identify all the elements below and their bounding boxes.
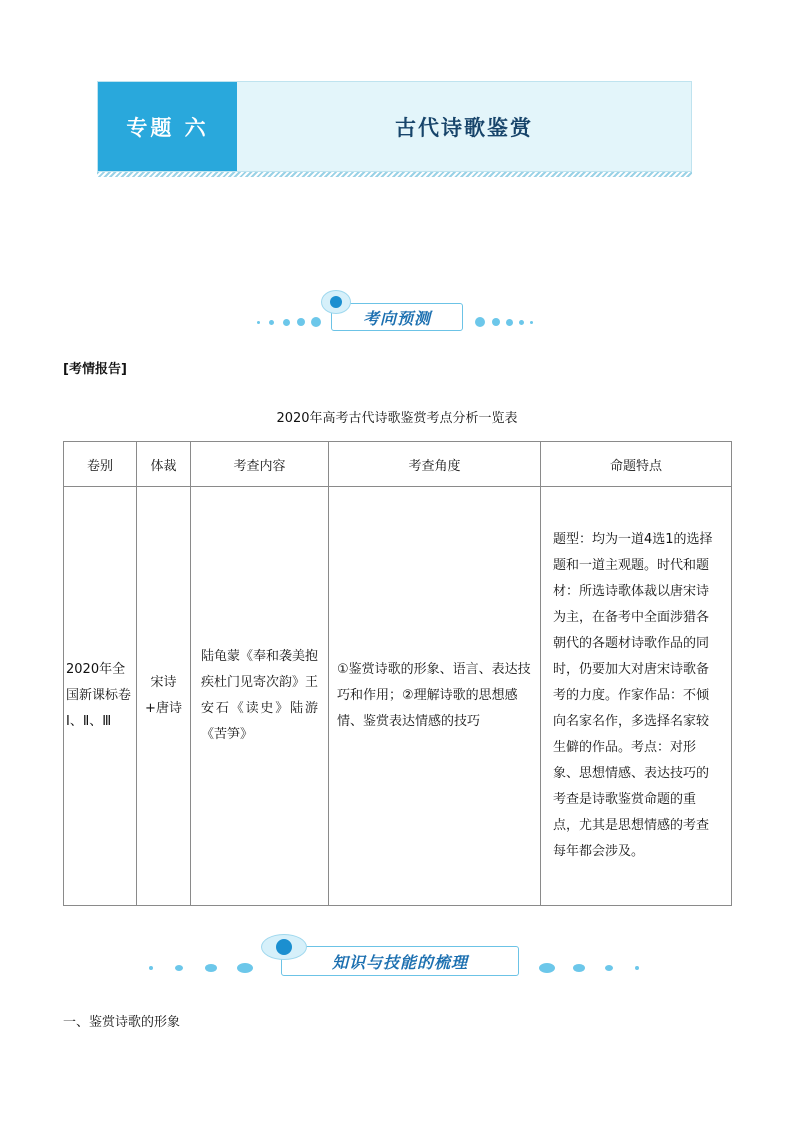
decorative-dot xyxy=(519,320,524,325)
eye-pupil xyxy=(276,939,292,955)
decorative-dot xyxy=(573,964,585,972)
eye-pupil xyxy=(330,296,342,308)
cell-content: 陆龟蒙《奉和袭美抱疾杜门见寄次韵》王安石《读史》陆游《苦笋》 xyxy=(191,487,329,906)
subheading-poem-image: 一、鉴赏诗歌的形象 xyxy=(63,1015,181,1030)
banner-stripe-divider xyxy=(97,172,692,177)
decorative-dot xyxy=(492,318,500,326)
decorative-dot xyxy=(149,966,153,970)
exam-analysis-table xyxy=(63,441,732,906)
decorative-dot xyxy=(297,318,305,326)
topic-title: 古代诗歌鉴赏 xyxy=(395,114,533,140)
decorative-dot xyxy=(506,319,513,326)
table-row xyxy=(64,487,732,906)
cell-angle: ①鉴赏诗歌的形象、语言、表达技巧和作用；②理解诗歌的思想感情、鉴赏表达情感的技巧 xyxy=(329,487,541,906)
cell-features: 题型：均为一道4选1的选择题和一道主观题。时代和题材：所选诗歌体裁以唐宋诗为主，在备考中全面涉猎各朝代的各题材诗歌作品的同时，仍要加大对唐宋诗歌备考的力度。作家作品：不倾向名家名作，多选择名家较生僻的作品。考点：对形象、思想情感、表达技巧的考查是诗歌鉴赏命题的重点，尤其是思想情感的考查每年都会涉及。 xyxy=(541,487,732,906)
eye-icon xyxy=(261,934,307,960)
column-header: 命题特点 xyxy=(541,442,732,487)
section-forecast-title: 考向预测 xyxy=(331,303,463,331)
topic-number: 专题 六 xyxy=(98,82,237,171)
cell-genre: 宋诗+唐诗 xyxy=(137,487,191,906)
decorative-dot xyxy=(205,964,217,972)
section-knowledge-title: 知识与技能的梳理 xyxy=(281,946,519,976)
decorative-dot xyxy=(237,963,253,973)
decorative-dot xyxy=(175,965,183,971)
column-header: 考查内容 xyxy=(191,442,329,487)
topic-banner xyxy=(97,81,692,172)
eye-icon xyxy=(321,290,351,314)
decorative-dot xyxy=(475,317,485,327)
table-caption: 2020年高考古代诗歌鉴赏考点分析一览表 xyxy=(276,411,518,426)
decorative-dot xyxy=(635,966,639,970)
decorative-dot xyxy=(605,965,613,971)
decorative-dot xyxy=(530,321,533,324)
column-header: 考查角度 xyxy=(329,442,541,487)
decorative-dot xyxy=(269,320,274,325)
decorative-dot xyxy=(311,317,321,327)
section-knowledge xyxy=(145,932,645,980)
column-header: 卷别 xyxy=(64,442,137,487)
decorative-dot xyxy=(283,319,290,326)
section-forecast xyxy=(255,288,545,336)
cell-volume: 2020年全国新课标卷Ⅰ、Ⅱ、Ⅲ xyxy=(64,487,137,906)
decorative-dot xyxy=(539,963,555,973)
column-header: 体裁 xyxy=(137,442,191,487)
decorative-dot xyxy=(257,321,260,324)
report-label: [考情报告] xyxy=(63,362,127,377)
table-header-row xyxy=(64,442,732,487)
